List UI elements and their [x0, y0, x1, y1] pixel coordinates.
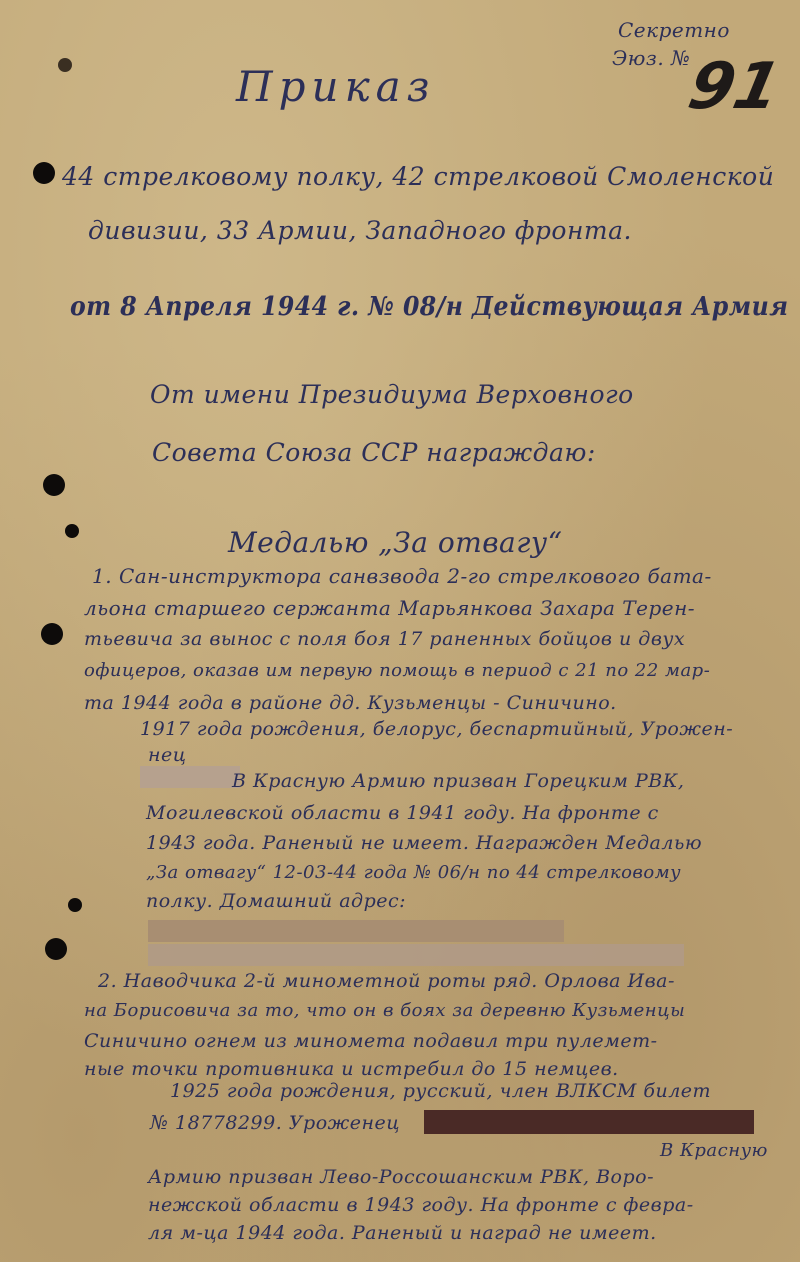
entry-2-line: № 18778299. Уроженец	[150, 1112, 400, 1134]
entry-1-line: В Красную Армию призван Горецким РВК,	[232, 770, 685, 792]
entry-2-line: Синичино огнем из миномета подавил три пулемет-	[84, 1030, 658, 1052]
entry-1-line: „За отвагу“ 12-03-44 года № 06/н по 44 стрелковому	[146, 862, 682, 883]
punch-hole	[65, 524, 79, 538]
redaction-block	[148, 944, 684, 966]
header-line: дивизии, 33 Армии, Западного фронта.	[88, 216, 632, 245]
punch-hole	[33, 162, 55, 184]
punch-hole	[41, 623, 63, 645]
entry-1-line: льона старшего сержанта Марьянкова Захара Терен-	[84, 596, 696, 620]
order-date-line: от 8 Апреля 1944 г. № 08/н Действующая Армия	[70, 292, 789, 322]
punch-hole	[45, 938, 67, 960]
award-heading: Медалью „За отвагу“	[228, 526, 563, 559]
entry-1-line: тьевича за вынос с поля боя 17 раненных бойцов и двух	[84, 628, 686, 650]
entry-2-line: нежской области в 1943 году. На фронте с февра-	[148, 1194, 694, 1216]
reference-label: Эюз. №	[612, 46, 691, 70]
entry-2-line: ные точки противника и истребил до 15 немцев.	[84, 1058, 619, 1080]
secrecy-mark: Секретно	[618, 18, 730, 42]
entry-1-line: та 1944 года в районе дд. Кузьменцы - Синичино.	[84, 692, 617, 714]
entry-2-line: 2. Наводчика 2-й минометной роты ряд. Орлова Ива-	[98, 970, 675, 992]
punch-hole	[58, 58, 72, 72]
punch-hole	[43, 474, 65, 496]
preamble-line: От имени Президиума Верховного	[150, 380, 634, 409]
entry-1-line: 1917 года рождения, белорус, беспартийный, Урожен-	[140, 718, 734, 740]
entry-2-line: 1925 года рождения, русский, член ВЛКСМ билет	[170, 1080, 712, 1102]
entry-1-line: 1. Сан-инструктора санвзвода 2-го стрелкового бата-	[92, 564, 712, 588]
entry-1-line: полку. Домашний адрес:	[146, 890, 407, 912]
redaction-block	[140, 766, 240, 788]
entry-1-line: нец	[148, 744, 187, 766]
document-number: 91	[682, 50, 787, 124]
header-line: 44 стрелковому полку, 42 стрелковой Смоленской	[62, 162, 775, 191]
entry-1-line: Могилевской области в 1941 году. На фронте с	[146, 802, 659, 824]
punch-hole	[68, 898, 82, 912]
entry-2-line: ля м-ца 1944 года. Раненый и наград не имеет.	[148, 1222, 657, 1244]
entry-2-line: Армию призван Лево-Россошанским РВК, Воро-	[148, 1166, 655, 1188]
entry-1-line: 1943 года. Раненый не имеет. Награжден Медалью	[146, 832, 703, 854]
redaction-block	[148, 920, 564, 942]
redaction-block	[424, 1110, 754, 1134]
document-title: Приказ	[236, 62, 436, 111]
entry-1-line: офицеров, оказав им первую помощь в период с 21 по 22 мар-	[84, 660, 711, 681]
entry-2-line: на Борисовича за то, что он в боях за деревню Кузьменцы	[84, 1000, 686, 1021]
entry-2-line: В Красную	[660, 1140, 768, 1161]
preamble-line: Совета Союза ССР награждаю:	[152, 438, 596, 467]
